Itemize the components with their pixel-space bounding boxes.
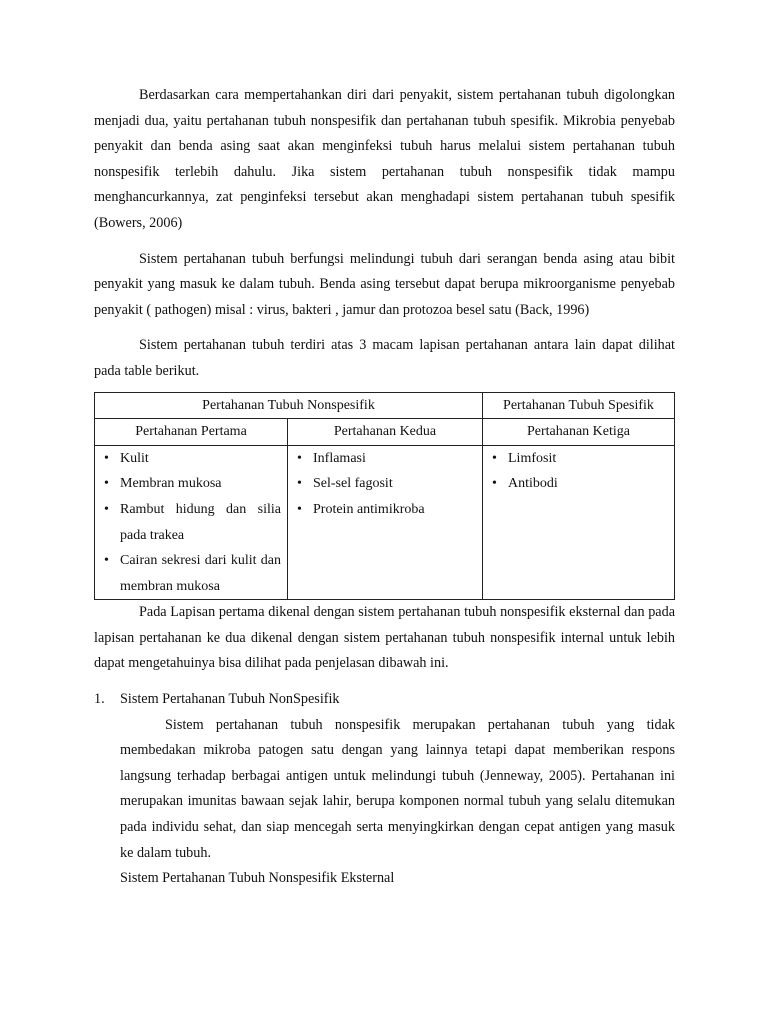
paragraph-4: Pada Lapisan pertama dikenal dengan sistem pertahanan tubuh nonspesifik eksternal dan pada lapisan pertahanan ke dua dikenal dengan sistem pertahanan tubuh nonspesifik internal untuk lebih dapat mengetahuinya bisa dilihat pada penjelasan dibawah ini. <box>94 604 675 672</box>
table-group-header-nonspesifik: Pertahanan Tubuh Nonspesifik <box>95 392 483 419</box>
table-col-header-pertama: Pertahanan Pertama <box>95 419 288 446</box>
section-number: 1. <box>94 691 105 708</box>
table-cell-kedua <box>288 445 483 600</box>
list-item: • Protein antimikroba <box>294 497 476 523</box>
list-item: • Cairan sekresi dari kulit dan membran mukosa <box>101 548 281 599</box>
list-kedua <box>294 446 476 523</box>
table-cell-ketiga <box>483 445 675 600</box>
list-item: • Antibodi <box>489 471 668 497</box>
list-item: • Rambut hidung dan silia pada trakea <box>101 497 281 548</box>
paragraph-1: Berdasarkan cara mempertahankan diri dari penyakit, sistem pertahanan tubuh digolongkan menjadi dua, yaitu pertahanan tubuh nonspesifik dan pertahanan tubuh spesifik. Mikrobia penyebab penyakit dan benda asing saat akan menginfeksi tubuh harus melalui sistem pertahanan tubuh nonspesifik terlebih dahulu. Jika sistem pertahanan tubuh nonspesifik tidak mampu menghancurkannya, zat penginfeksi tersebut akan menghadapi sistem pertahanan tubuh spesifik (Bowers, 2006) <box>94 87 675 231</box>
paragraph-3: Sistem pertahanan tubuh terdiri atas 3 macam lapisan pertahanan antara lain dapat dilihat pada table berikut. <box>94 337 675 379</box>
table-col-header-ketiga: Pertahanan Ketiga <box>483 419 675 446</box>
table-cell-pertama <box>95 445 288 600</box>
list-item: • Kulit <box>101 446 281 472</box>
section-1-heading <box>94 687 675 713</box>
section-title: Sistem Pertahanan Tubuh NonSpesifik <box>120 691 340 708</box>
defense-layers-table <box>94 392 675 601</box>
section-1-subheading: Sistem Pertahanan Tubuh Nonspesifik Eksternal <box>120 870 395 887</box>
list-item: • Sel-sel fagosit <box>294 471 476 497</box>
paragraph-2: Sistem pertahanan tubuh berfungsi melindungi tubuh dari serangan benda asing atau bibit penyakit yang masuk ke dalam tubuh. Benda asing tersebut dapat berupa mikroorganisme penyebab penyakit ( pathogen) misal : virus, bakteri , jamur dan protozoa besel satu (Back, 1996) <box>94 250 675 318</box>
list-item: • Inflamasi <box>294 446 476 472</box>
list-item: • Limfosit <box>489 446 668 472</box>
table-group-header-spesifik: Pertahanan Tubuh Spesifik <box>483 392 675 419</box>
section-1-body: Sistem pertahanan tubuh nonspesifik merupakan pertahanan tubuh yang tidak membedakan mikroba patogen satu dengan yang lainnya tetapi dapat memberikan respons langsung terhadap berbagai antigen untuk melindungi tubuh (Jenneway, 2005). Pertahanan ini merupakan imunitas bawaan sejak lahir, berupa komponen normal tubuh yang selalu ditemukan pada individu sehat, dan siap mencegah serta menyingkirkan dengan cepat antigen yang masuk ke dalam tubuh. <box>120 716 675 861</box>
document-body <box>94 83 675 892</box>
list-pertama <box>101 446 281 600</box>
table-col-header-kedua: Pertahanan Kedua <box>288 419 483 446</box>
list-item: • Membran mukosa <box>101 471 281 497</box>
list-ketiga <box>489 446 668 497</box>
